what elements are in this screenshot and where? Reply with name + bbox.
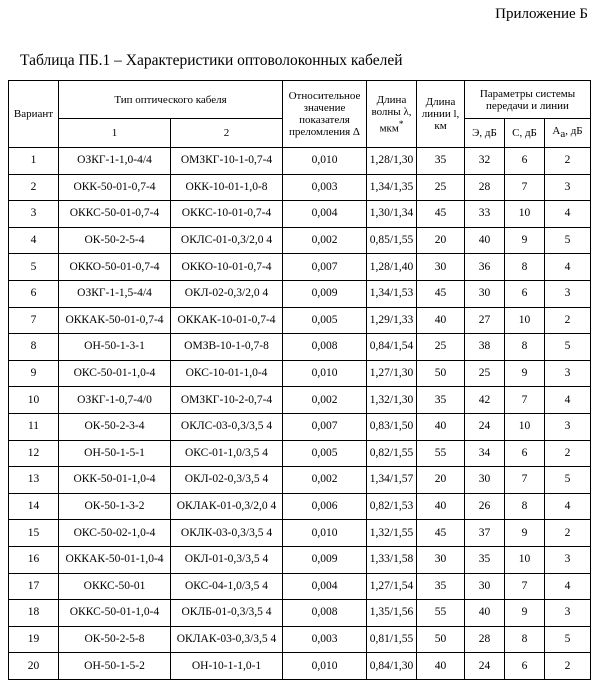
- cell-c: 7: [505, 174, 545, 201]
- cell-a: 3: [545, 546, 591, 573]
- cell-variant: 18: [9, 600, 59, 627]
- header-refraction-line1: Относительное: [288, 90, 361, 102]
- cell-refraction: 0,009: [283, 280, 367, 307]
- cell-cable-1: ОКК-50-01-1,0-4: [59, 467, 171, 494]
- cell-line-length: 40: [417, 307, 465, 334]
- table-row: [9, 148, 591, 175]
- cell-variant: 2: [9, 174, 59, 201]
- cell-c: 7: [505, 387, 545, 414]
- cell-cable-2: ОКЛС-03-0,3/3,5 4: [171, 413, 283, 440]
- cell-cable-1: ОККАК-50-01-0,7-4: [59, 307, 171, 334]
- cell-c: 8: [505, 334, 545, 361]
- header-a-sub: a: [560, 128, 566, 141]
- cell-cable-1: ОККС-50-01-1,0-4: [59, 600, 171, 627]
- header-wavelength-line3: мкм: [379, 122, 399, 135]
- cell-line-length: 45: [417, 201, 465, 228]
- cell-cable-1: ОККС-50-01-0,7-4: [59, 201, 171, 228]
- cell-cable-2: ОККС-10-01-0,7-4: [171, 201, 283, 228]
- header-params-line2: передачи и линии: [486, 99, 569, 112]
- cell-a: 5: [545, 227, 591, 254]
- cell-variant: 13: [9, 467, 59, 494]
- cell-e: 28: [465, 174, 505, 201]
- header-wavelength-line1: Длина: [376, 93, 407, 106]
- cell-cable-1: ОК-50-2-5-8: [59, 626, 171, 653]
- cell-wavelength: 0,82/1,53: [367, 493, 417, 520]
- header-a-main: A: [552, 125, 561, 138]
- cell-e: 35: [465, 546, 505, 573]
- cell-a: 2: [545, 148, 591, 175]
- table-row: [9, 626, 591, 653]
- cell-c: 8: [505, 254, 545, 281]
- cell-wavelength: 1,32/1,55: [367, 520, 417, 547]
- cables-table: [8, 80, 591, 680]
- header-cable-type: Тип оптического кабеля: [59, 81, 283, 119]
- cell-refraction: 0,004: [283, 201, 367, 228]
- table-row: [9, 387, 591, 414]
- cell-e: 26: [465, 493, 505, 520]
- header-c: C, дБ: [505, 119, 545, 148]
- appendix-label: Приложение Б: [495, 6, 588, 22]
- cell-e: 27: [465, 307, 505, 334]
- cell-variant: 3: [9, 201, 59, 228]
- cell-refraction: 0,008: [283, 334, 367, 361]
- header-col2: 2: [171, 119, 283, 148]
- cell-cable-2: ОКС-04-1,0/3,5 4: [171, 573, 283, 600]
- cell-a: 2: [545, 307, 591, 334]
- cell-variant: 5: [9, 254, 59, 281]
- cell-cable-1: ОЗКГ-1-1,5-4/4: [59, 280, 171, 307]
- header-line-length: [417, 81, 465, 148]
- cell-e: 24: [465, 413, 505, 440]
- header-wavelength: [367, 81, 417, 148]
- header-e: Э, дБ: [465, 119, 505, 148]
- cell-variant: 19: [9, 626, 59, 653]
- cell-wavelength: 1,28/1,40: [367, 254, 417, 281]
- cell-variant: 12: [9, 440, 59, 467]
- cell-wavelength: 1,34/1,35: [367, 174, 417, 201]
- header-line-line2: линии l,: [421, 108, 460, 120]
- cell-variant: 17: [9, 573, 59, 600]
- cell-cable-2: ОМЗВ-10-1-0,7-8: [171, 334, 283, 361]
- cell-wavelength: 1,35/1,56: [367, 600, 417, 627]
- cell-wavelength: 1,28/1,30: [367, 148, 417, 175]
- cell-refraction: 0,010: [283, 520, 367, 547]
- cell-c: 9: [505, 360, 545, 387]
- cell-e: 30: [465, 280, 505, 307]
- cell-e: 40: [465, 600, 505, 627]
- header-params: [465, 81, 591, 119]
- cell-line-length: 35: [417, 148, 465, 175]
- table-row: [9, 520, 591, 547]
- table-row: [9, 254, 591, 281]
- cell-line-length: 20: [417, 227, 465, 254]
- cell-line-length: 25: [417, 174, 465, 201]
- cell-wavelength: 1,34/1,53: [367, 280, 417, 307]
- cell-cable-2: ОКЛАК-01-0,3/2,0 4: [171, 493, 283, 520]
- cell-a: 4: [545, 201, 591, 228]
- cell-c: 9: [505, 520, 545, 547]
- cell-line-length: 30: [417, 546, 465, 573]
- table-row: [9, 307, 591, 334]
- cell-line-length: 35: [417, 387, 465, 414]
- table-title: Таблица ПБ.1 – Характеристики оптоволоконных кабелей: [20, 52, 403, 69]
- header-params-line1: Параметры системы: [479, 87, 576, 100]
- table-row: [9, 360, 591, 387]
- cell-e: 24: [465, 653, 505, 680]
- cell-refraction: 0,007: [283, 413, 367, 440]
- cell-refraction: 0,010: [283, 360, 367, 387]
- cell-line-length: 30: [417, 254, 465, 281]
- cell-variant: 8: [9, 334, 59, 361]
- cell-refraction: 0,002: [283, 467, 367, 494]
- cell-line-length: 40: [417, 493, 465, 520]
- cell-a: 3: [545, 174, 591, 201]
- header-refraction-line2: значение: [303, 102, 346, 114]
- table-row: [9, 413, 591, 440]
- cell-cable-2: ОКЛ-02-0,3/3,5 4: [171, 467, 283, 494]
- cell-cable-1: ОЗКГ-1-1,0-4/4: [59, 148, 171, 175]
- cell-variant: 7: [9, 307, 59, 334]
- cell-c: 7: [505, 573, 545, 600]
- header-col1: 1: [59, 119, 171, 148]
- cell-variant: 6: [9, 280, 59, 307]
- table-body: [9, 148, 591, 680]
- cell-a: 3: [545, 360, 591, 387]
- cell-refraction: 0,009: [283, 546, 367, 573]
- table-row: [9, 600, 591, 627]
- cell-wavelength: 1,30/1,34: [367, 201, 417, 228]
- cell-c: 9: [505, 600, 545, 627]
- cell-cable-1: ОЗКГ-1-0,7-4/0: [59, 387, 171, 414]
- cell-c: 8: [505, 626, 545, 653]
- header-refraction: [283, 81, 367, 148]
- cell-wavelength: 1,27/1,30: [367, 360, 417, 387]
- cell-variant: 1: [9, 148, 59, 175]
- cell-refraction: 0,010: [283, 148, 367, 175]
- header-refraction-line4: преломления Δ: [288, 126, 361, 138]
- cell-wavelength: 0,84/1,30: [367, 653, 417, 680]
- cell-cable-2: ОКЛ-01-0,3/3,5 4: [171, 546, 283, 573]
- cell-cable-2: ОККАК-10-01-0,7-4: [171, 307, 283, 334]
- cell-refraction: 0,006: [283, 493, 367, 520]
- header-line-line1: Длина: [425, 96, 456, 108]
- cell-wavelength: 1,32/1,30: [367, 387, 417, 414]
- table-row: [9, 467, 591, 494]
- cell-cable-2: ОКЛС-01-0,3/2,0 4: [171, 227, 283, 254]
- cell-refraction: 0,003: [283, 174, 367, 201]
- table-row: [9, 334, 591, 361]
- table-row: [9, 440, 591, 467]
- cell-c: 9: [505, 227, 545, 254]
- header-variant: Вариант: [9, 81, 59, 148]
- table-row: [9, 653, 591, 680]
- cell-a: 3: [545, 280, 591, 307]
- cell-e: 30: [465, 467, 505, 494]
- cell-wavelength: 1,33/1,58: [367, 546, 417, 573]
- cell-cable-2: ОКЛБ-01-0,3/3,5 4: [171, 600, 283, 627]
- cell-a: 4: [545, 573, 591, 600]
- cell-variant: 10: [9, 387, 59, 414]
- cell-a: 5: [545, 626, 591, 653]
- cell-wavelength: 1,27/1,54: [367, 573, 417, 600]
- cell-c: 10: [505, 307, 545, 334]
- cell-wavelength: 0,84/1,54: [367, 334, 417, 361]
- header-line-line3: км: [434, 120, 447, 132]
- cell-wavelength: 0,81/1,55: [367, 626, 417, 653]
- cell-cable-2: ОКК-10-01-1,0-8: [171, 174, 283, 201]
- cell-a: 3: [545, 413, 591, 440]
- cell-cable-1: ОК-50-1-3-2: [59, 493, 171, 520]
- cell-variant: 15: [9, 520, 59, 547]
- cell-a: 5: [545, 467, 591, 494]
- cell-cable-2: ОКС-01-1,0/3,5 4: [171, 440, 283, 467]
- cell-c: 6: [505, 148, 545, 175]
- cell-a: 4: [545, 493, 591, 520]
- cell-line-length: 25: [417, 334, 465, 361]
- cell-wavelength: 0,83/1,50: [367, 413, 417, 440]
- table-row: [9, 280, 591, 307]
- cell-wavelength: 1,29/1,33: [367, 307, 417, 334]
- table-row: [9, 227, 591, 254]
- cell-variant: 4: [9, 227, 59, 254]
- cell-e: 37: [465, 520, 505, 547]
- cell-variant: 11: [9, 413, 59, 440]
- cell-cable-2: ОКЛАК-03-0,3/3,5 4: [171, 626, 283, 653]
- header-wavelength-line2: волны λ,: [371, 105, 412, 118]
- cell-c: 6: [505, 653, 545, 680]
- cell-a: 4: [545, 387, 591, 414]
- cell-line-length: 20: [417, 467, 465, 494]
- cell-c: 8: [505, 493, 545, 520]
- cell-refraction: 0,002: [283, 227, 367, 254]
- cell-cable-1: ОККО-50-01-0,7-4: [59, 254, 171, 281]
- cell-wavelength: 1,34/1,57: [367, 467, 417, 494]
- table-row: [9, 174, 591, 201]
- cell-cable-1: ОН-50-1-5-1: [59, 440, 171, 467]
- cell-refraction: 0,010: [283, 653, 367, 680]
- cell-line-length: 45: [417, 280, 465, 307]
- cell-refraction: 0,004: [283, 573, 367, 600]
- header-a: [545, 119, 591, 148]
- cell-a: 2: [545, 653, 591, 680]
- cell-e: 28: [465, 626, 505, 653]
- cell-wavelength: 0,82/1,55: [367, 440, 417, 467]
- header-wavelength-star: *: [398, 118, 404, 129]
- cell-c: 10: [505, 546, 545, 573]
- cell-a: 3: [545, 600, 591, 627]
- cell-c: 10: [505, 413, 545, 440]
- cell-a: 4: [545, 254, 591, 281]
- cell-a: 2: [545, 440, 591, 467]
- table-row: [9, 493, 591, 520]
- cell-cable-1: ОКС-50-02-1,0-4: [59, 520, 171, 547]
- cell-cable-1: ОН-50-1-3-1: [59, 334, 171, 361]
- cell-refraction: 0,007: [283, 254, 367, 281]
- cell-cable-2: ОКС-10-01-1,0-4: [171, 360, 283, 387]
- cell-cable-2: ОН-10-1-1,0-1: [171, 653, 283, 680]
- cell-variant: 16: [9, 546, 59, 573]
- cell-line-length: 50: [417, 626, 465, 653]
- cell-line-length: 45: [417, 520, 465, 547]
- cell-cable-1: ОКС-50-01-1,0-4: [59, 360, 171, 387]
- cell-e: 38: [465, 334, 505, 361]
- header-refraction-line3: показателя: [299, 114, 350, 126]
- cell-e: 33: [465, 201, 505, 228]
- cell-cable-1: ОККАК-50-01-1,0-4: [59, 546, 171, 573]
- cell-variant: 20: [9, 653, 59, 680]
- table-row: [9, 546, 591, 573]
- cell-line-length: 40: [417, 653, 465, 680]
- cell-cable-1: ОН-50-1-5-2: [59, 653, 171, 680]
- cell-e: 25: [465, 360, 505, 387]
- cell-e: 40: [465, 227, 505, 254]
- table-row: [9, 573, 591, 600]
- header-a-unit: , дБ: [565, 125, 583, 138]
- cell-e: 42: [465, 387, 505, 414]
- cell-cable-2: ОКЛ-02-0,3/2,0 4: [171, 280, 283, 307]
- cell-line-length: 55: [417, 440, 465, 467]
- cell-cable-1: ОК-50-2-5-4: [59, 227, 171, 254]
- cell-variant: 9: [9, 360, 59, 387]
- cell-c: 6: [505, 440, 545, 467]
- cell-refraction: 0,005: [283, 307, 367, 334]
- cell-wavelength: 0,85/1,55: [367, 227, 417, 254]
- cell-line-length: 50: [417, 360, 465, 387]
- cell-c: 6: [505, 280, 545, 307]
- cell-cable-2: ОККО-10-01-0,7-4: [171, 254, 283, 281]
- cell-cable-2: ОМЗКГ-10-2-0,7-4: [171, 387, 283, 414]
- cell-a: 5: [545, 334, 591, 361]
- table-row: [9, 201, 591, 228]
- cell-variant: 14: [9, 493, 59, 520]
- cell-cable-1: ОК-50-2-3-4: [59, 413, 171, 440]
- cell-cable-2: ОКЛК-03-0,3/3,5 4: [171, 520, 283, 547]
- cell-line-length: 40: [417, 413, 465, 440]
- cell-refraction: 0,008: [283, 600, 367, 627]
- cell-e: 36: [465, 254, 505, 281]
- cell-cable-1: ОККС-50-01: [59, 573, 171, 600]
- cell-refraction: 0,005: [283, 440, 367, 467]
- cell-e: 32: [465, 148, 505, 175]
- cell-line-length: 55: [417, 600, 465, 627]
- cell-refraction: 0,002: [283, 387, 367, 414]
- cell-e: 30: [465, 573, 505, 600]
- cell-a: 2: [545, 520, 591, 547]
- cell-line-length: 35: [417, 573, 465, 600]
- cell-c: 7: [505, 467, 545, 494]
- cell-c: 10: [505, 201, 545, 228]
- cell-cable-1: ОКК-50-01-0,7-4: [59, 174, 171, 201]
- cell-refraction: 0,003: [283, 626, 367, 653]
- cell-cable-2: ОМЗКГ-10-1-0,7-4: [171, 148, 283, 175]
- cell-e: 34: [465, 440, 505, 467]
